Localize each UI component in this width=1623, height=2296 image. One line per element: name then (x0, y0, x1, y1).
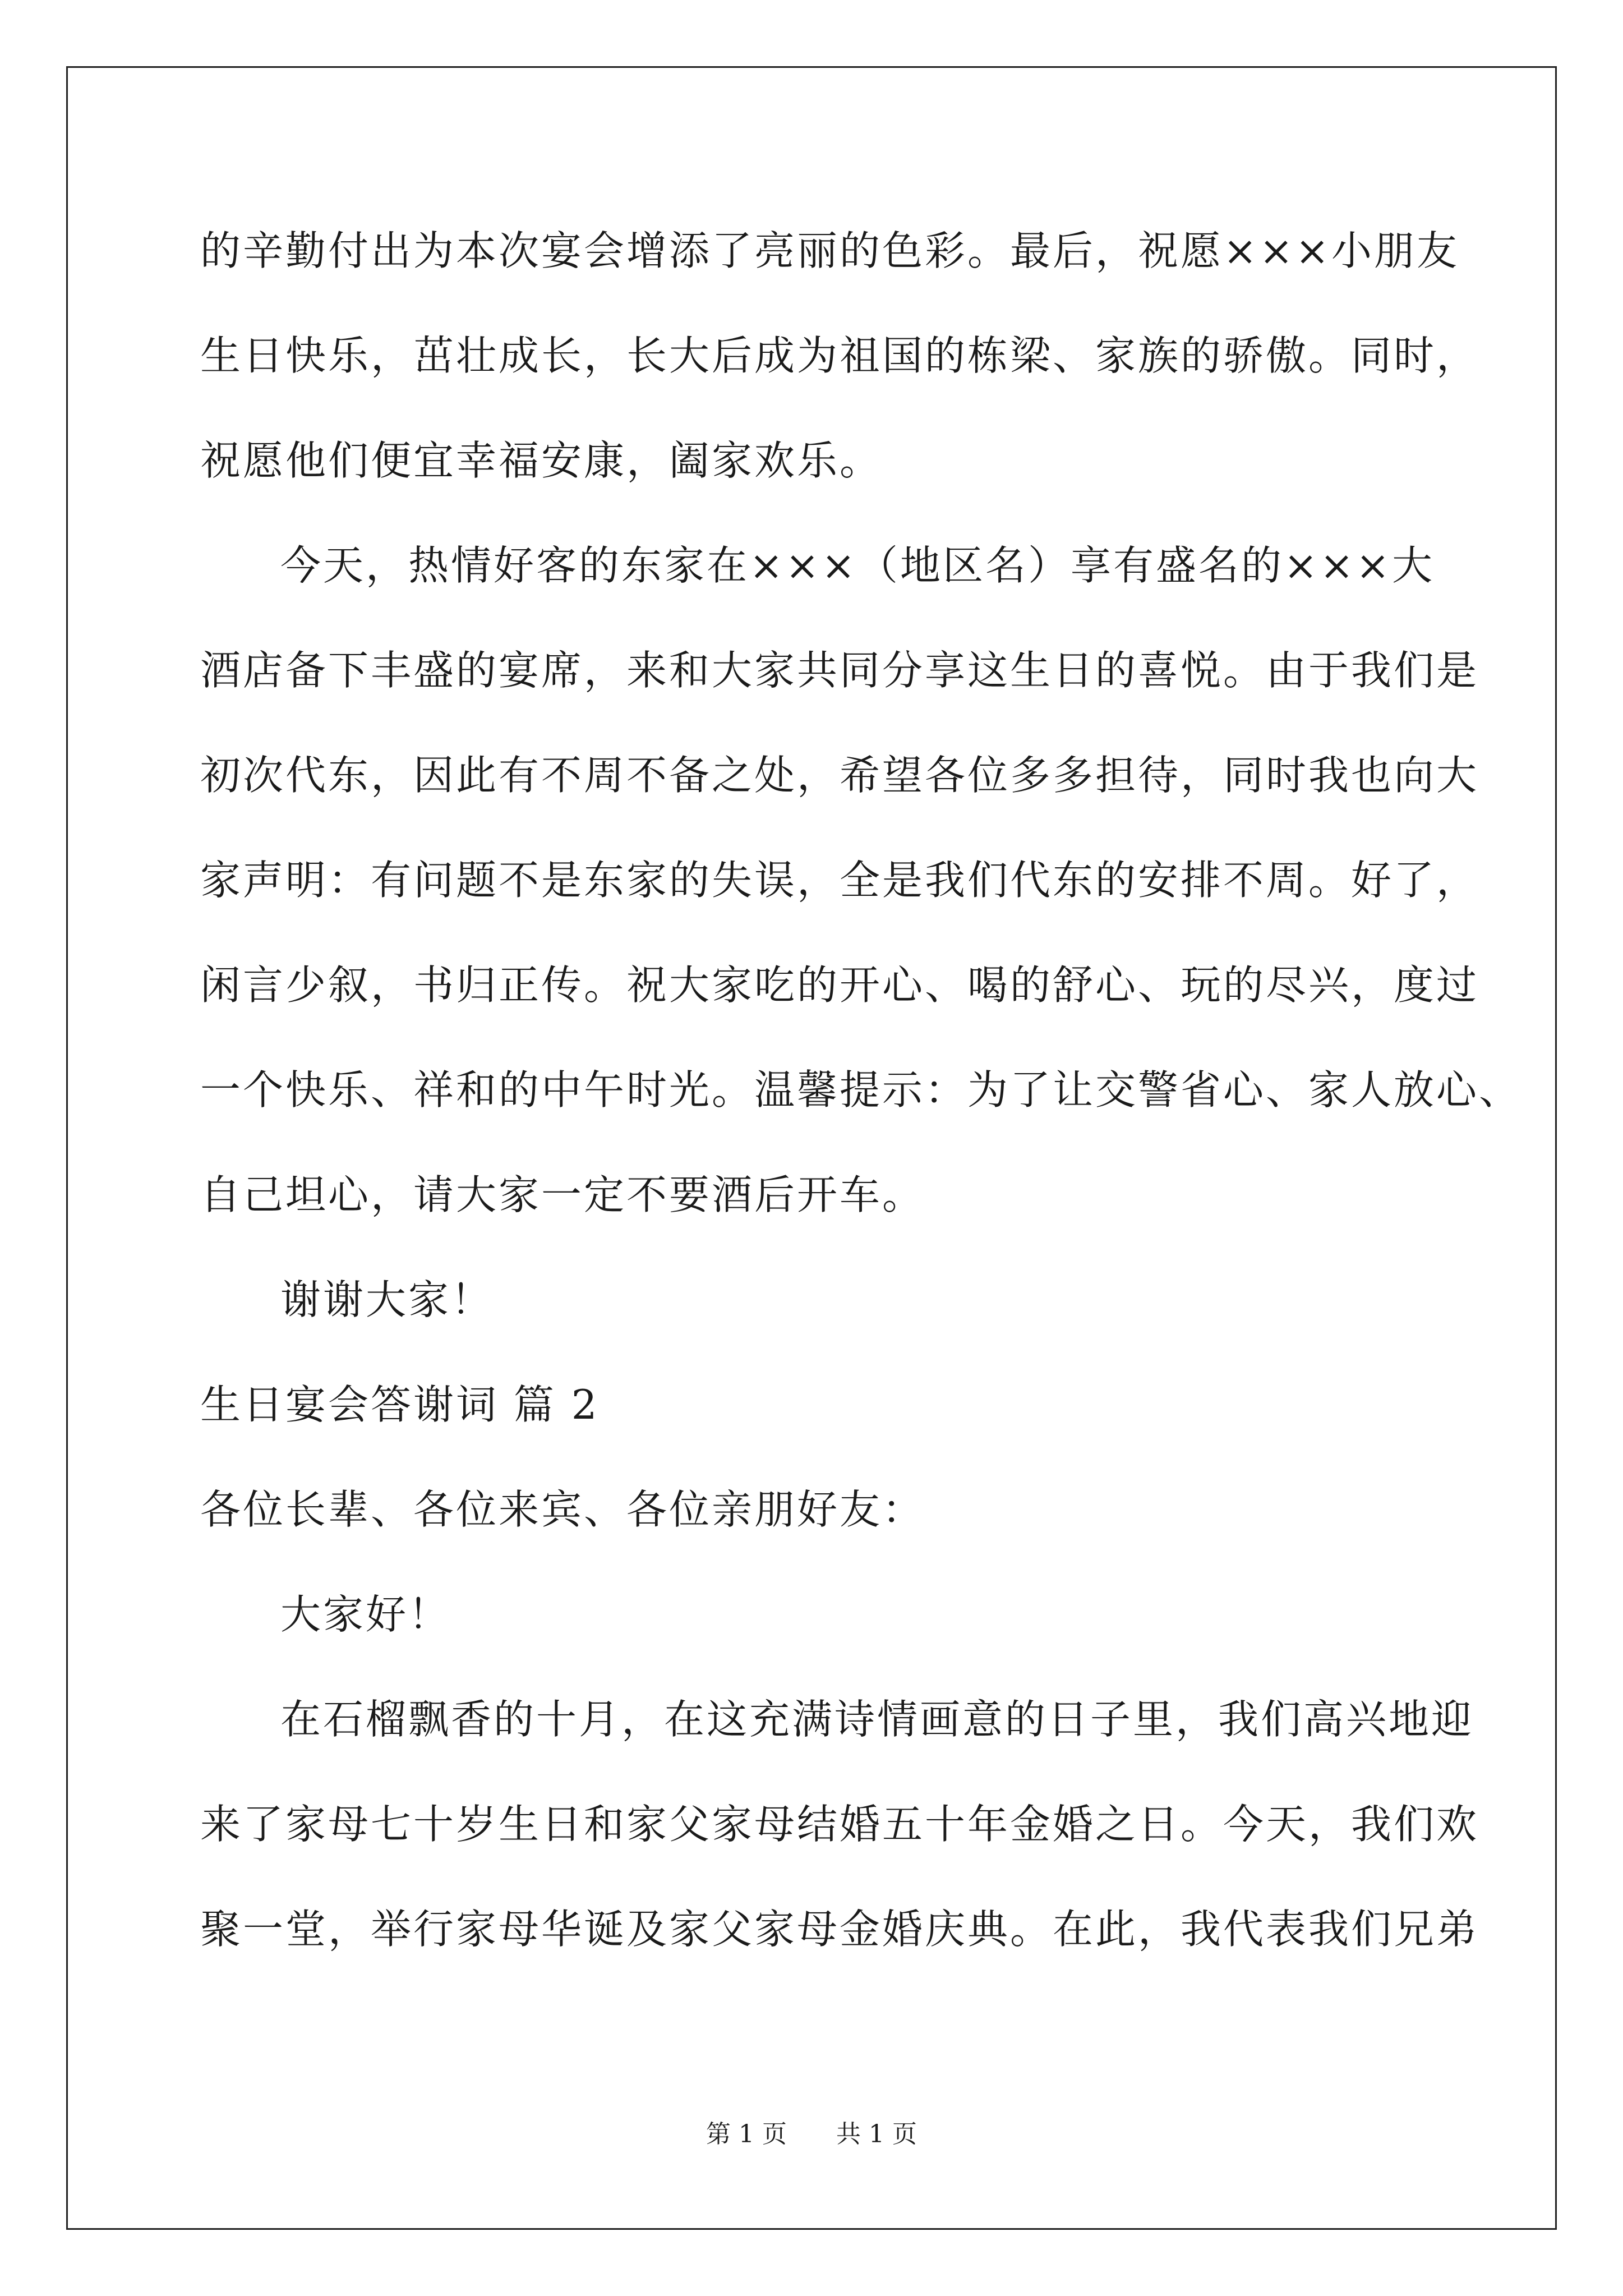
body-line-6: 初次代东，因此有不周不备之处，希望各位多多担待，同时我也向大 (200, 752, 1479, 799)
salutation: 各位长辈、各位来宾、各位亲朋好友： (200, 1486, 925, 1533)
section-heading: 生日宴会答谢词 篇 2 (200, 1381, 600, 1428)
body-line-8: 闲言少叙，书归正传。祝大家吃的开心、喝的舒心、玩的尽兴，度过 (200, 961, 1479, 1009)
thanks-line: 谢谢大家！ (280, 1276, 494, 1323)
body-line-15: 在石榴飘香的十月，在这充满诗情画意的日子里，我们高兴地迎 (280, 1696, 1474, 1743)
body-line-1: 的辛勤付出为本次宴会增添了亮丽的色彩。最后，祝愿×××小朋友 (200, 227, 1459, 274)
body-line-9: 一个快乐、祥和的中午时光。温馨提示：为了让交警省心、家人放心、 (200, 1066, 1522, 1114)
body-line-16: 来了家母七十岁生日和家父家母结婚五十年金婚之日。今天，我们欢 (200, 1801, 1479, 1848)
body-line-17: 聚一堂，举行家母华诞及家父家母金婚庆典。在此，我代表我们兄弟 (200, 1906, 1479, 1953)
body-line-3: 祝愿他们便宜幸福安康，阖家欢乐。 (200, 437, 883, 484)
body-line-2: 生日快乐，茁壮成长，长大后成为祖国的栋梁、家族的骄傲。同时， (200, 332, 1479, 379)
body-line-5: 酒店备下丰盛的宴席，来和大家共同分享这生日的喜悦。由于我们是 (200, 647, 1479, 694)
page-number: 第 1 页 (706, 2120, 787, 2148)
body-line-10: 自己坦心，请大家一定不要酒后开车。 (200, 1171, 925, 1218)
body-line-4: 今天，热情好客的东家在×××（地区名）享有盛名的×××大 (280, 542, 1435, 589)
page-footer (0, 2118, 1623, 2151)
body-line-7: 家声明：有问题不是东家的失误，全是我们代东的安排不周。好了， (200, 857, 1479, 904)
page-total: 共 1 页 (836, 2120, 917, 2148)
greeting-line: 大家好！ (280, 1591, 451, 1638)
